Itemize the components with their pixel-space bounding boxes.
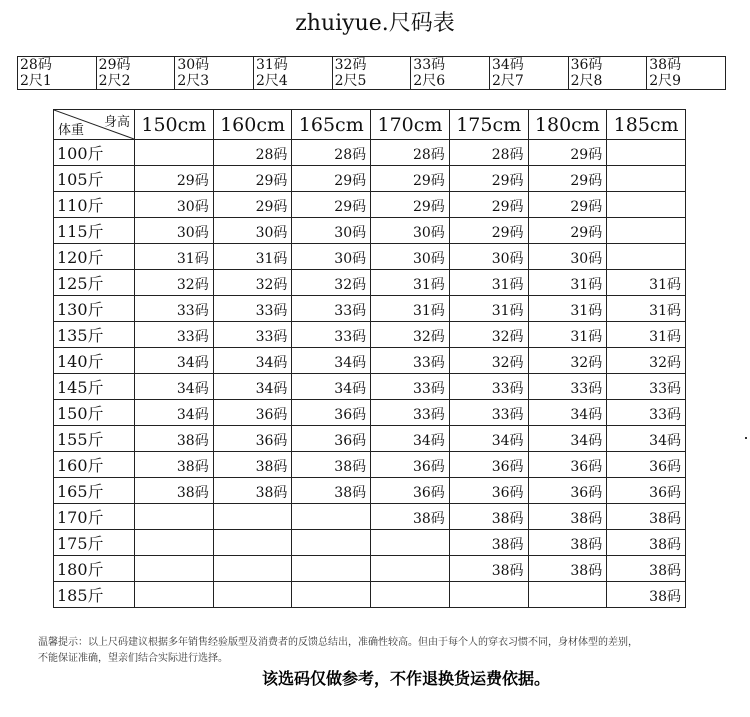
size-cell: 31码 [528, 322, 607, 348]
size-chart-body [54, 140, 686, 608]
weight-label: 145斤 [54, 374, 135, 400]
size-cell [135, 530, 214, 556]
size-cell: 29码 [371, 192, 450, 218]
weight-label: 130斤 [54, 296, 135, 322]
weight-label: 170斤 [54, 504, 135, 530]
weight-label: 115斤 [54, 218, 135, 244]
weight-label: 175斤 [54, 530, 135, 556]
size-cell: 34码 [607, 426, 686, 452]
size-cell: 34码 [371, 426, 450, 452]
size-cell: 32码 [292, 270, 371, 296]
size-cell: 33码 [528, 374, 607, 400]
size-cell: 36码 [371, 478, 450, 504]
size-cell [607, 218, 686, 244]
size-cell: 29码 [371, 166, 450, 192]
reminder-line-2: 不能保证准确，望亲们结合实际进行选择。 [38, 653, 228, 664]
size-cell: 29码 [528, 140, 607, 166]
height-header-row [54, 110, 686, 140]
size-cell: 36码 [449, 452, 528, 478]
size-cell: 33码 [213, 296, 292, 322]
size-cell: 38码 [607, 582, 686, 608]
weight-label: 165斤 [54, 478, 135, 504]
size-cell: 31码 [449, 270, 528, 296]
corner-weight-label: 体重 [58, 123, 85, 138]
height-header: 150cm [135, 110, 214, 140]
table-row [54, 296, 686, 322]
size-reference-cell [568, 57, 647, 90]
weight-label: 135斤 [54, 322, 135, 348]
size-cell [607, 244, 686, 270]
size-cell: 38码 [607, 530, 686, 556]
weight-label: 180斤 [54, 556, 135, 582]
size-cell: 31码 [528, 270, 607, 296]
size-cell: 34码 [213, 374, 292, 400]
size-cell: 33码 [213, 322, 292, 348]
size-cell: 33码 [607, 400, 686, 426]
corner-header-cell [54, 110, 135, 140]
size-cell: 31码 [607, 270, 686, 296]
size-cell: 36码 [292, 426, 371, 452]
size-cell: 33码 [292, 322, 371, 348]
size-cell: 36码 [213, 400, 292, 426]
size-cell: 31码 [528, 296, 607, 322]
reminder-line-1: 温馨提示：以上尺码建议根据多年销售经验版型及消费者的反馈总结出，准确性较高。但由于每个人的穿衣习惯不同，身材体型的差别， [38, 637, 638, 648]
size-cell: 29码 [528, 218, 607, 244]
table-row [54, 504, 686, 530]
size-cell: 28码 [371, 140, 450, 166]
size-cell [607, 192, 686, 218]
size-cell: 31码 [607, 322, 686, 348]
size-cell [607, 140, 686, 166]
size-cell: 28码 [449, 140, 528, 166]
size-cell: 29码 [449, 218, 528, 244]
weight-label: 100斤 [54, 140, 135, 166]
size-cell: 31码 [213, 244, 292, 270]
size-cell: 32码 [449, 348, 528, 374]
size-cell: 33码 [371, 374, 450, 400]
size-cell: 31码 [449, 296, 528, 322]
size-reference-cell [18, 57, 97, 90]
size-cell: 29码 [213, 166, 292, 192]
table-row [54, 218, 686, 244]
size-cell: 32码 [528, 348, 607, 374]
table-row [54, 400, 686, 426]
size-code: 28码 [20, 57, 52, 73]
waist-size: 2尺2 [98, 73, 131, 89]
size-cell: 38码 [528, 556, 607, 582]
size-cell: 38码 [213, 452, 292, 478]
waist-size: 2尺1 [20, 73, 52, 89]
table-row [54, 192, 686, 218]
size-cell: 29码 [528, 192, 607, 218]
size-cell: 34码 [528, 426, 607, 452]
weight-label: 125斤 [54, 270, 135, 296]
size-cell: 34码 [135, 374, 214, 400]
size-cell: 30码 [371, 244, 450, 270]
size-code: 29码 [98, 57, 131, 73]
size-cell: 36码 [371, 452, 450, 478]
size-reference-cell [253, 57, 332, 90]
size-cell: 36码 [528, 478, 607, 504]
table-row [54, 270, 686, 296]
size-cell: 34码 [528, 400, 607, 426]
stray-dot [745, 437, 747, 439]
weight-label: 155斤 [54, 426, 135, 452]
size-cell: 29码 [135, 166, 214, 192]
size-cell [449, 582, 528, 608]
size-cell: 38码 [607, 504, 686, 530]
size-cell [371, 530, 450, 556]
size-cell: 29码 [213, 192, 292, 218]
size-cell: 28码 [213, 140, 292, 166]
size-cell [213, 582, 292, 608]
height-header: 180cm [528, 110, 607, 140]
table-row [54, 322, 686, 348]
size-cell: 30码 [292, 244, 371, 270]
table-row [54, 244, 686, 270]
weight-label: 110斤 [54, 192, 135, 218]
size-cell: 36码 [292, 400, 371, 426]
weight-label: 150斤 [54, 400, 135, 426]
size-cell [528, 582, 607, 608]
table-row [54, 556, 686, 582]
size-code: 36码 [570, 57, 603, 73]
size-cell: 33码 [607, 374, 686, 400]
size-cell [213, 556, 292, 582]
size-cell: 33码 [135, 322, 214, 348]
size-cell: 36码 [607, 478, 686, 504]
size-cell [135, 556, 214, 582]
table-row [54, 452, 686, 478]
size-cell: 29码 [292, 166, 371, 192]
size-cell [292, 582, 371, 608]
size-cell: 34码 [292, 348, 371, 374]
size-cell: 30码 [135, 192, 214, 218]
size-reference-cell [647, 57, 726, 90]
size-cell: 38码 [449, 504, 528, 530]
waist-size: 2尺7 [491, 73, 524, 89]
size-waist-reference-table [17, 56, 726, 90]
size-cell: 38码 [213, 478, 292, 504]
size-cell: 38码 [528, 504, 607, 530]
size-cell: 31码 [135, 244, 214, 270]
size-cell: 32码 [607, 348, 686, 374]
size-code: 38码 [649, 57, 682, 73]
page-title: zhuiyue.尺码表 [295, 11, 455, 36]
size-cell: 38码 [292, 452, 371, 478]
table-row [54, 530, 686, 556]
size-cell: 30码 [213, 218, 292, 244]
size-cell: 38码 [449, 556, 528, 582]
size-cell: 32码 [371, 322, 450, 348]
size-cell [371, 556, 450, 582]
weight-label: 160斤 [54, 452, 135, 478]
table-row [54, 582, 686, 608]
size-cell: 30码 [449, 244, 528, 270]
size-cell [135, 582, 214, 608]
table-row [54, 140, 686, 166]
size-cell: 38码 [607, 556, 686, 582]
corner-height-label: 身高 [103, 115, 130, 130]
size-code: 32码 [334, 57, 367, 73]
waist-size: 2尺9 [649, 73, 682, 89]
size-cell: 29码 [449, 192, 528, 218]
size-cell: 38码 [449, 530, 528, 556]
size-cell: 33码 [135, 296, 214, 322]
size-cell: 38码 [371, 504, 450, 530]
size-chart-table [53, 109, 686, 608]
size-cell: 33码 [292, 296, 371, 322]
weight-label: 140斤 [54, 348, 135, 374]
size-cell: 33码 [371, 348, 450, 374]
weight-label: 120斤 [54, 244, 135, 270]
weight-label: 185斤 [54, 582, 135, 608]
height-header: 175cm [449, 110, 528, 140]
size-cell: 33码 [371, 400, 450, 426]
size-cell [292, 556, 371, 582]
size-cell: 32码 [213, 270, 292, 296]
weight-label: 105斤 [54, 166, 135, 192]
size-code: 34码 [491, 57, 524, 73]
size-cell [607, 166, 686, 192]
size-cell [135, 504, 214, 530]
height-header: 185cm [607, 110, 686, 140]
size-cell: 34码 [135, 400, 214, 426]
size-cell [292, 530, 371, 556]
size-cell: 34码 [292, 374, 371, 400]
height-header: 165cm [292, 110, 371, 140]
waist-size: 2尺4 [255, 73, 288, 89]
size-cell: 31码 [371, 270, 450, 296]
size-cell: 30码 [371, 218, 450, 244]
size-cell: 29码 [292, 192, 371, 218]
size-cell: 34码 [449, 426, 528, 452]
size-cell: 38码 [292, 478, 371, 504]
reminder-note [38, 635, 738, 667]
size-cell: 30码 [528, 244, 607, 270]
waist-size: 2尺6 [413, 73, 446, 89]
height-header: 170cm [371, 110, 450, 140]
size-cell [213, 530, 292, 556]
height-header: 160cm [213, 110, 292, 140]
size-cell: 32码 [449, 322, 528, 348]
size-cell: 36码 [213, 426, 292, 452]
size-code: 30码 [177, 57, 210, 73]
size-cell: 30码 [135, 218, 214, 244]
size-code: 31码 [255, 57, 288, 73]
size-reference-cell [175, 57, 254, 90]
size-cell: 30码 [292, 218, 371, 244]
size-cell: 36码 [607, 452, 686, 478]
table-row [54, 426, 686, 452]
size-cell: 29码 [449, 166, 528, 192]
waist-size: 2尺8 [570, 73, 603, 89]
size-reference-row [18, 57, 726, 90]
size-cell: 29码 [528, 166, 607, 192]
size-cell: 33码 [449, 374, 528, 400]
size-reference-cell [411, 57, 490, 90]
size-cell: 34码 [213, 348, 292, 374]
size-cell: 34码 [135, 348, 214, 374]
table-row [54, 374, 686, 400]
size-reference-cell [96, 57, 175, 90]
waist-size: 2尺3 [177, 73, 210, 89]
size-cell: 28码 [292, 140, 371, 166]
size-cell [371, 582, 450, 608]
disclaimer-note: 该选码仅做参考，不作退换货运费依据。 [262, 669, 551, 688]
table-row [54, 478, 686, 504]
size-cell [292, 504, 371, 530]
size-cell: 32码 [135, 270, 214, 296]
size-code: 33码 [413, 57, 446, 73]
size-cell: 38码 [135, 478, 214, 504]
size-cell: 38码 [135, 426, 214, 452]
waist-size: 2尺5 [334, 73, 367, 89]
table-row [54, 348, 686, 374]
table-row [54, 166, 686, 192]
size-cell: 38码 [135, 452, 214, 478]
size-reference-cell [489, 57, 568, 90]
size-cell: 36码 [449, 478, 528, 504]
size-reference-cell [332, 57, 411, 90]
size-cell: 31码 [371, 296, 450, 322]
size-cell: 36码 [528, 452, 607, 478]
size-cell [135, 140, 214, 166]
size-cell: 33码 [449, 400, 528, 426]
size-cell: 38码 [528, 530, 607, 556]
size-cell [213, 504, 292, 530]
size-cell: 31码 [607, 296, 686, 322]
